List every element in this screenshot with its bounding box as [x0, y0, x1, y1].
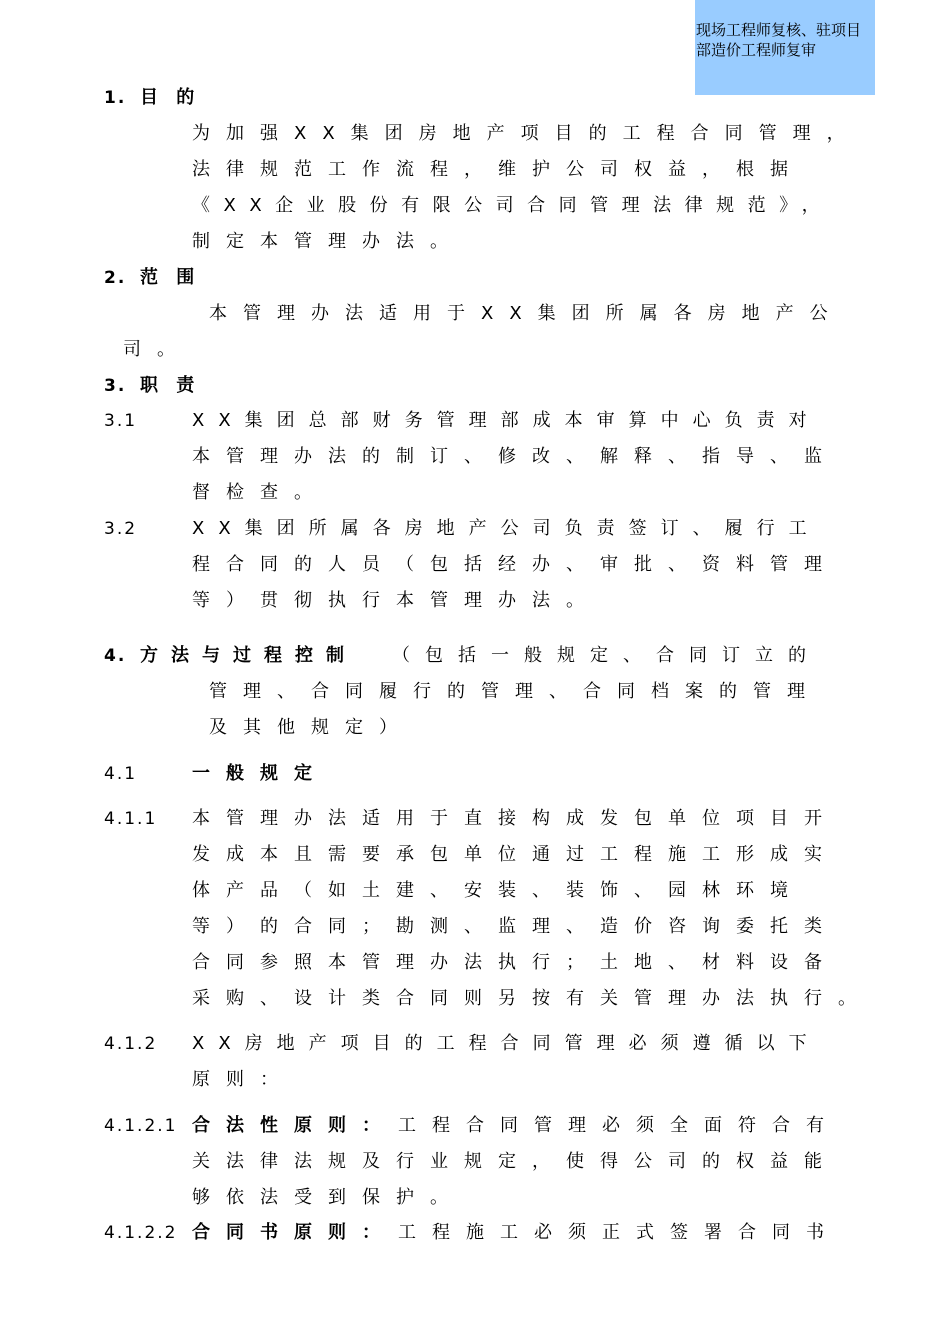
item-3-1-number: 3.1 [104, 411, 138, 431]
item-3-1-line-2: 本管理办法的制订、修改、解释、指导、监 [192, 446, 838, 467]
item-4-1-2-1-line-1: 关法律法规及行业规定，使得公司的权益能 [192, 1151, 838, 1172]
section-1-line-1: 为加强XX集团房地产项目的工程合同管理， [192, 123, 861, 144]
item-4-1-2-2-title: 合同书原则： [192, 1222, 396, 1243]
section-3-number: 3. [104, 376, 127, 396]
section-4-line-1: 管理、合同履行的管理、合同档案的管理 [209, 681, 821, 702]
section-2-number: 2. [104, 268, 127, 288]
section-2-title: 范 围 [140, 267, 201, 288]
item-4-1-number: 4.1 [104, 764, 138, 784]
item-4-1-2-1-line-2: 够依法受到保护。 [192, 1187, 464, 1208]
section-1-line-3: 《XX企业股份有限公司合同管理法律规范》， [192, 195, 834, 216]
item-3-2-line-3: 等）贯彻执行本管理办法。 [192, 590, 600, 611]
review-note: 现场工程师复核、驻项目部造价工程师复审 [695, 0, 875, 95]
section-4-line-2: 及其他规定） [209, 717, 413, 738]
item-4-1-title: 一般规定 [192, 763, 328, 784]
item-4-1-2-1-number: 4.1.2.1 [104, 1116, 178, 1136]
section-4-title-rest: （包括一般规定、合同订立的 [392, 645, 821, 666]
section-1-line-2: 法律规范工作流程，维护公司权益，根据 [192, 159, 804, 180]
item-3-1-line-3: 督检查。 [192, 482, 328, 503]
item-4-1-1-line-4: 等）的合同；勘测、监理、造价咨询委托类 [192, 916, 838, 937]
section-2-line-2: 司。 [123, 339, 191, 360]
item-4-1-1-line-3: 体产品（如土建、安装、装饰、园林环境 [192, 880, 804, 901]
section-4-title: 方法与过程控制 [140, 645, 357, 666]
item-4-1-1-number: 4.1.1 [104, 809, 158, 829]
item-4-1-2-line-2: 原则： [192, 1069, 294, 1090]
section-1-line-4: 制定本管理办法。 [192, 231, 464, 252]
item-4-1-1-line-5: 合同参照本管理办法执行；土地、材料设备 [192, 952, 838, 973]
item-3-2-number: 3.2 [104, 519, 138, 539]
section-4-number: 4. [104, 646, 127, 666]
section-1-title: 目 的 [140, 87, 201, 108]
item-4-1-2-1-title: 合法性原则： [192, 1115, 396, 1136]
item-3-2-line-1: XX集团所属各房地产公司负责签订、履行工 [192, 518, 821, 539]
item-4-1-1-line-2: 发成本且需要承包单位通过工程施工形成实 [192, 844, 838, 865]
section-3-title: 职 责 [140, 375, 201, 396]
item-3-2-line-2: 程合同的人员（包括经办、审批、资料管理 [192, 554, 838, 575]
item-4-1-2-2-rest: 工程施工必须正式签署合同书 [398, 1222, 840, 1243]
item-4-1-1-line-1: 本管理办法适用于直接构成发包单位项目开 [192, 808, 838, 829]
section-2-line-1: 本管理办法适用于XX集团所属各房地产公 [209, 303, 844, 324]
section-1-number: 1. [104, 88, 127, 108]
item-4-1-1-line-6: 采购、设计类合同则另按有关管理办法执行。 [192, 988, 872, 1009]
item-3-1-line-1: XX集团总部财务管理部成本审算中心负责对 [192, 410, 821, 431]
item-4-1-2-1-rest: 工程合同管理必须全面符合有 [398, 1115, 840, 1136]
item-4-1-2-number: 4.1.2 [104, 1034, 158, 1054]
item-4-1-2-2-number: 4.1.2.2 [104, 1223, 178, 1243]
item-4-1-2-line-1: XX房地产项目的工程合同管理必须遵循以下 [192, 1033, 821, 1054]
